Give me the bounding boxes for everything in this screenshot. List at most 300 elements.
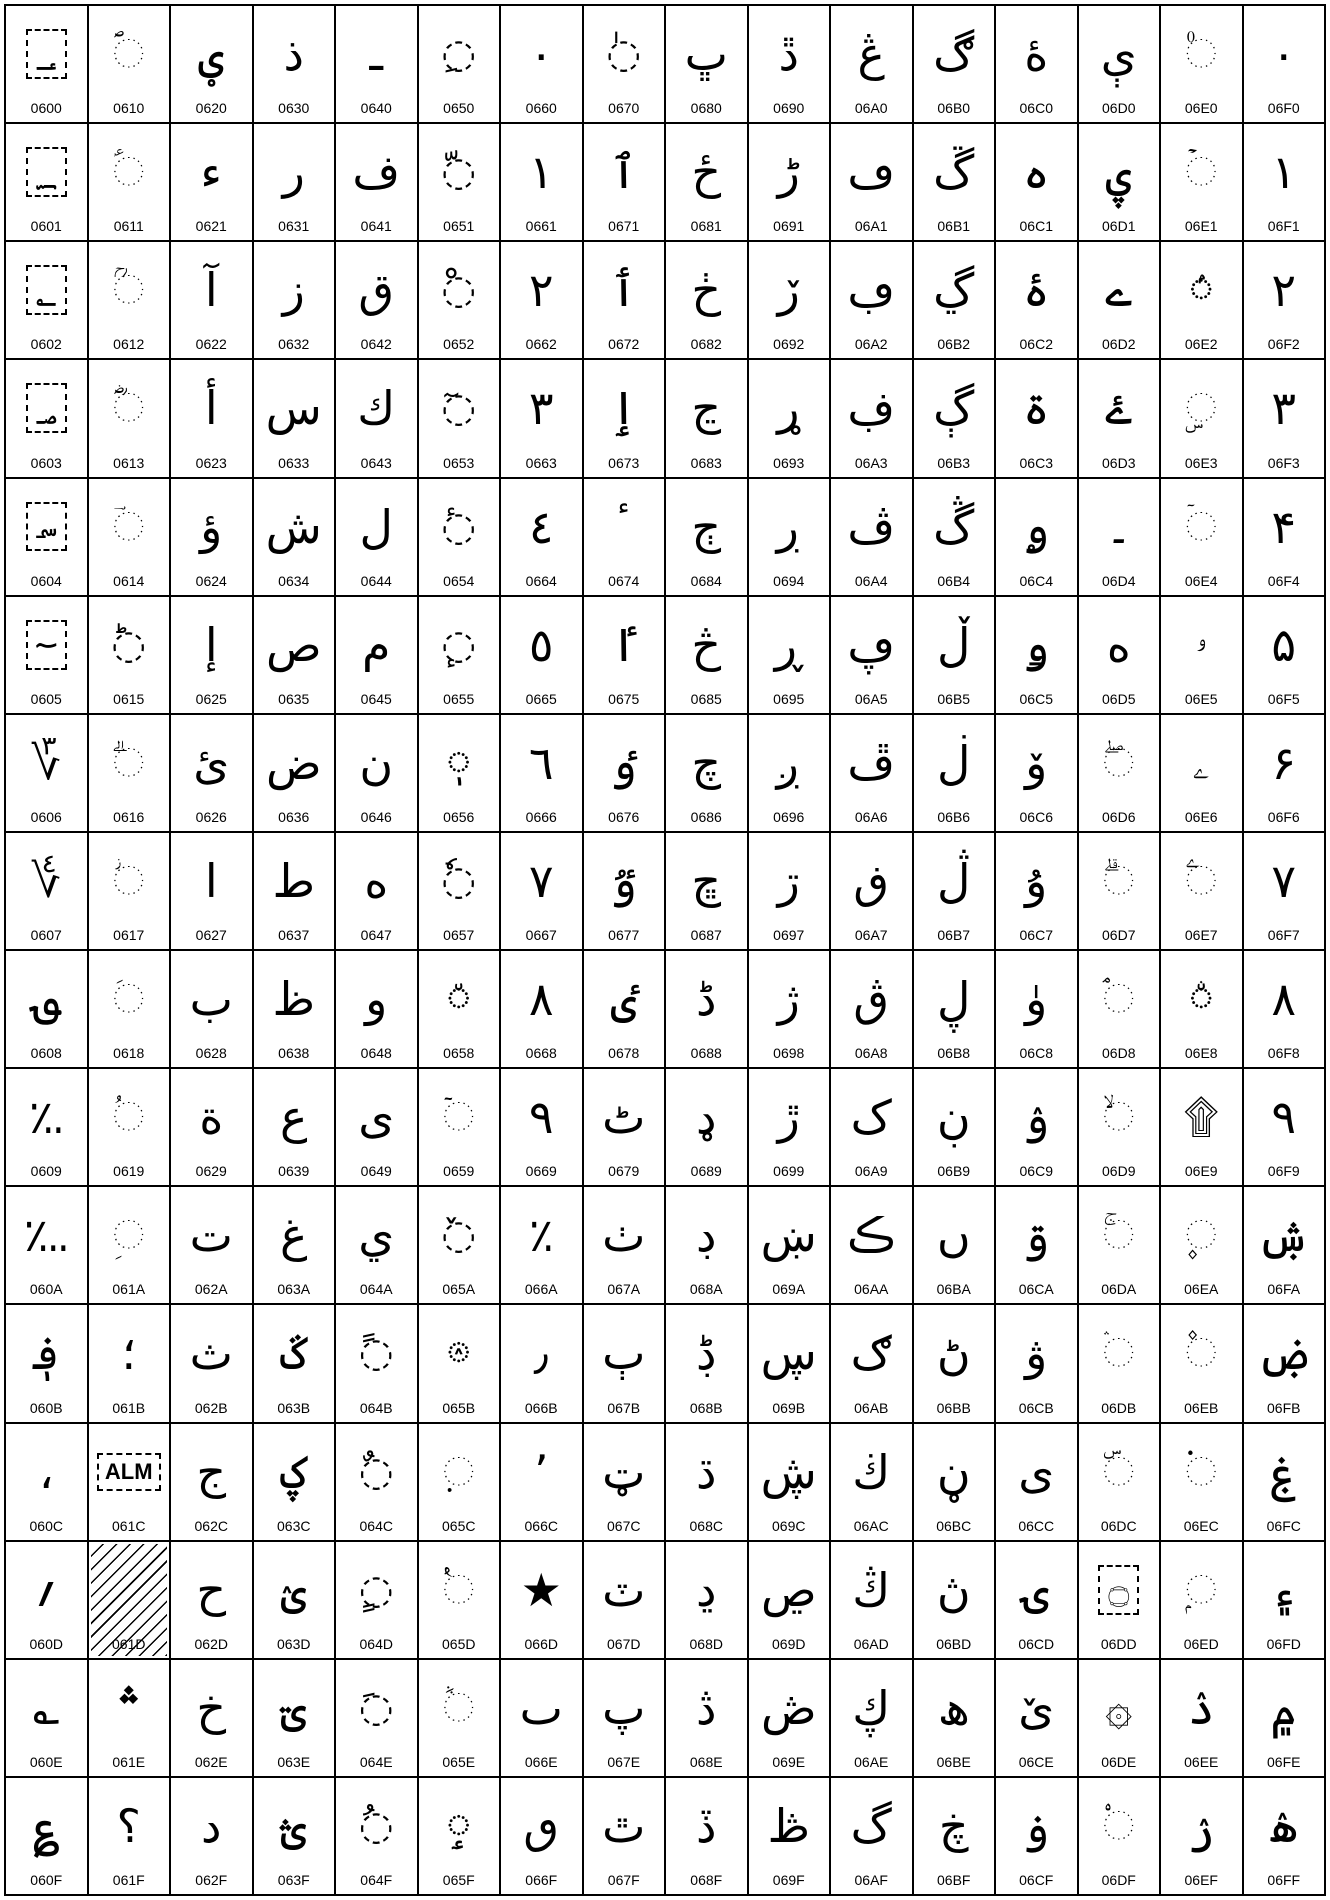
codepoint-label: 0696 (773, 808, 805, 825)
chart-cell-061D (89, 1542, 172, 1660)
chart-cell-063D (254, 1542, 337, 1660)
glyph-06EC: ◌۬ (1185, 1448, 1218, 1495)
chart-cell-0657 (419, 833, 502, 951)
chart-cell-06AA (831, 1187, 914, 1305)
codepoint-label: 0679 (608, 1163, 640, 1180)
glyph-0670: ◌ٰ (606, 31, 642, 77)
codepoint-label: 067A (607, 1281, 641, 1298)
chart-cell-06F4 (1244, 479, 1327, 597)
chart-cell-0678 (584, 951, 667, 1069)
codepoint-label: 06F7 (1267, 927, 1300, 943)
glyph-061B: ؛ (121, 1326, 137, 1381)
glyph-064D: ◌ٍ (358, 1566, 394, 1613)
glyph-0643: ك (357, 381, 396, 436)
codepoint-label: 0698 (773, 1045, 805, 1062)
glyph-0602 (6, 246, 87, 334)
glyph-06F5: ۵ (1271, 617, 1297, 672)
glyph-0696: ږ (776, 735, 801, 790)
chart-cell-06EB (1161, 1305, 1244, 1423)
codepoint-label: 0601 (30, 218, 62, 235)
chart-cell-069C (749, 1424, 832, 1542)
glyph-062B: ث (189, 1326, 233, 1381)
chart-cell-0632 (254, 242, 337, 360)
chart-cell-065F (419, 1778, 502, 1896)
codepoint-label: 06ED (1183, 1635, 1219, 1652)
arabic-code-chart-grid (4, 4, 1326, 1896)
codepoint-label: 066B (524, 1399, 558, 1416)
chart-cell-0648 (336, 951, 419, 1069)
chart-cell-068B (666, 1305, 749, 1423)
chart-cell-0685 (666, 597, 749, 715)
chart-cell-06BF (914, 1778, 997, 1896)
chart-cell-060C (6, 1424, 89, 1542)
chart-cell-06C6 (996, 715, 1079, 833)
codepoint-label: 062D (194, 1635, 228, 1652)
codepoint-label: 0600 (30, 100, 62, 117)
codepoint-label: 0623 (195, 454, 227, 471)
codepoint-label: 06DC (1100, 1517, 1137, 1534)
glyph-065F: ◌ٟ (447, 1802, 471, 1849)
glyph-067F: ٿ (602, 1798, 646, 1853)
glyph-0678: ٸ (610, 972, 638, 1026)
codepoint-label: 0651 (443, 218, 475, 235)
codepoint-label: 06B3 (937, 454, 971, 471)
glyph-0672: ٲ (610, 263, 638, 318)
chart-cell-0681 (666, 124, 749, 242)
chart-cell-0658 (419, 951, 502, 1069)
glyph-069D: ڝ (760, 1562, 817, 1617)
glyph-0658: ◌٘ (447, 976, 471, 1022)
chart-cell-0672 (584, 242, 667, 360)
chart-cell-06A9 (831, 1069, 914, 1187)
chart-cell-064D (336, 1542, 419, 1660)
glyph-0697: ڗ (777, 853, 800, 908)
chart-cell-06FA (1244, 1187, 1327, 1305)
chart-cell-06AD (831, 1542, 914, 1660)
codepoint-label: 06D3 (1102, 454, 1136, 471)
chart-cell-06C9 (996, 1069, 1079, 1187)
codepoint-label: 067C (607, 1517, 641, 1534)
chart-cell-06F0 (1244, 6, 1327, 124)
chart-cell-064B (336, 1305, 419, 1423)
chart-cell-066C (501, 1424, 584, 1542)
glyph-0644: ل (359, 499, 393, 554)
chart-cell-0663 (501, 360, 584, 478)
codepoint-label: 061C (112, 1517, 146, 1534)
dashed-box: ۝ (1098, 1565, 1139, 1615)
codepoint-label: 06E1 (1184, 218, 1218, 235)
chart-cell-0653 (419, 360, 502, 478)
codepoint-label: 064B (359, 1399, 393, 1416)
codepoint-label: 0631 (278, 218, 310, 235)
codepoint-label: 0639 (278, 1163, 310, 1180)
codepoint-label: 06DF (1101, 1872, 1136, 1888)
chart-cell-0627 (171, 833, 254, 951)
chart-cell-06E3 (1161, 360, 1244, 478)
glyph-0629: ة (199, 1090, 224, 1145)
chart-cell-0602 (6, 242, 89, 360)
chart-cell-06D2 (1079, 242, 1162, 360)
chart-cell-0640 (336, 6, 419, 124)
chart-cell-0654 (419, 479, 502, 597)
codepoint-label: 06E0 (1184, 100, 1218, 117)
codepoint-label: 0656 (443, 808, 475, 825)
chart-cell-06C5 (996, 597, 1079, 715)
glyph-06FC: ۼ (1270, 1444, 1298, 1499)
chart-cell-0652 (419, 242, 502, 360)
chart-cell-0605 (6, 597, 89, 715)
chart-cell-068E (666, 1660, 749, 1778)
glyph-0609: ؉ (28, 1090, 64, 1145)
glyph-067E: پ (602, 1680, 646, 1735)
chart-cell-06AC (831, 1424, 914, 1542)
codepoint-label: 0645 (360, 690, 392, 707)
chart-cell-0624 (171, 479, 254, 597)
codepoint-label: 06B7 (937, 927, 971, 943)
chart-cell-06D4 (1079, 479, 1162, 597)
chart-cell-064F (336, 1778, 419, 1896)
glyph-066A: ٪ (528, 1208, 554, 1263)
glyph-062D: ح (196, 1562, 227, 1617)
glyph-067D: ٽ (602, 1562, 646, 1617)
chart-cell-06EA (1161, 1187, 1244, 1305)
codepoint-label: 0689 (690, 1163, 722, 1180)
chart-cell-067D (584, 1542, 667, 1660)
codepoint-label: 063A (277, 1281, 311, 1298)
chart-cell-0677 (584, 833, 667, 951)
codepoint-label: 0634 (278, 572, 310, 589)
codepoint-label: 0687 (690, 927, 722, 943)
chart-cell-06EC (1161, 1424, 1244, 1542)
glyph-0636: ض (265, 735, 322, 790)
chart-cell-06B3 (914, 360, 997, 478)
glyph-062C: ج (196, 1444, 227, 1499)
codepoint-label: 0663 (525, 454, 557, 471)
chart-cell-06E2 (1161, 242, 1244, 360)
codepoint-label: 0697 (773, 927, 805, 943)
glyph-0624: ؤ (200, 499, 223, 554)
codepoint-label: 0611 (113, 218, 144, 235)
codepoint-label: 067E (607, 1753, 641, 1770)
chart-cell-0601 (6, 124, 89, 242)
codepoint-label: 0664 (525, 572, 557, 589)
codepoint-label: 0692 (773, 336, 805, 353)
chart-cell-0620 (171, 6, 254, 124)
chart-cell-06A7 (831, 833, 914, 951)
codepoint-label: 06CF (1019, 1872, 1054, 1888)
chart-cell-069E (749, 1660, 832, 1778)
chart-cell-06DC (1079, 1424, 1162, 1542)
glyph-06AB: ګ (850, 1326, 892, 1381)
glyph-0642: ق (358, 263, 395, 318)
glyph-06F3: ۳ (1271, 381, 1297, 436)
chart-cell-0603 (6, 360, 89, 478)
chart-cell-0600 (6, 6, 89, 124)
glyph-06E5: ۥ (1195, 617, 1207, 672)
codepoint-label: 06A3 (854, 454, 888, 471)
chart-cell-06A4 (831, 479, 914, 597)
codepoint-label: 06A7 (854, 927, 888, 943)
codepoint-label: 06E2 (1184, 336, 1218, 353)
chart-cell-066A (501, 1187, 584, 1305)
codepoint-label: 06C6 (1019, 808, 1053, 825)
glyph-0622: آ (204, 263, 218, 318)
codepoint-label: 0650 (443, 100, 475, 117)
chart-cell-06A5 (831, 597, 914, 715)
chart-cell-0660 (501, 6, 584, 124)
chart-cell-0696 (749, 715, 832, 833)
chart-cell-060E (6, 1660, 89, 1778)
chart-cell-0670 (584, 6, 667, 124)
chart-cell-060A (6, 1187, 89, 1305)
glyph-0650: ◌ِ (441, 31, 477, 77)
codepoint-label: 06B8 (937, 1045, 971, 1062)
chart-cell-06DB (1079, 1305, 1162, 1423)
codepoint-label: 0677 (608, 927, 640, 943)
codepoint-label: 069A (772, 1281, 806, 1298)
codepoint-label: 0629 (195, 1163, 227, 1180)
glyph-060A: ؊ (23, 1208, 69, 1263)
chart-cell-06F6 (1244, 715, 1327, 833)
chart-cell-06BE (914, 1660, 997, 1778)
dashed-box: ؀ (26, 29, 67, 79)
codepoint-label: 060C (29, 1517, 63, 1534)
chart-cell-060D (6, 1542, 89, 1660)
chart-cell-06F3 (1244, 360, 1327, 478)
chart-cell-065B (419, 1305, 502, 1423)
chart-cell-06C1 (996, 124, 1079, 242)
chart-cell-0686 (666, 715, 749, 833)
codepoint-label: 06F1 (1267, 218, 1300, 235)
codepoint-label: 0635 (278, 690, 310, 707)
glyph-068D: ڍ (696, 1562, 717, 1617)
glyph-06B1: ڱ (933, 145, 975, 200)
codepoint-label: 0672 (608, 336, 640, 353)
glyph-06F4: ۴ (1271, 499, 1297, 554)
codepoint-label: 068F (690, 1872, 723, 1888)
chart-cell-06E8 (1161, 951, 1244, 1069)
codepoint-label: 06FC (1266, 1517, 1301, 1534)
glyph-06D0: ې (1100, 27, 1137, 81)
glyph-06BC: ڼ (936, 1444, 971, 1499)
glyph-069B: ڛ (760, 1326, 817, 1381)
chart-cell-0607 (6, 833, 89, 951)
codepoint-label: 066C (524, 1517, 558, 1534)
glyph-0607: ؇ (31, 853, 61, 908)
chart-cell-0698 (749, 951, 832, 1069)
codepoint-label: 060B (29, 1399, 63, 1416)
chart-cell-0689 (666, 1069, 749, 1187)
chart-cell-0630 (254, 6, 337, 124)
codepoint-label: 060D (29, 1635, 63, 1652)
glyph-06F1: ۱ (1271, 145, 1297, 200)
glyph-0634: ش (265, 499, 322, 554)
chart-cell-0626 (171, 715, 254, 833)
chart-cell-0625 (171, 597, 254, 715)
glyph-064E: ◌َ (358, 1684, 394, 1731)
chart-cell-0608 (6, 951, 89, 1069)
codepoint-label: 06D0 (1102, 100, 1136, 117)
codepoint-label: 06E9 (1184, 1163, 1218, 1180)
chart-cell-0617 (89, 833, 172, 951)
codepoint-label: 06C5 (1019, 690, 1053, 707)
chart-cell-06D3 (1079, 360, 1162, 478)
chart-cell-0671 (584, 124, 667, 242)
glyph-0666: ٦ (528, 735, 554, 790)
codepoint-label: 06F0 (1267, 100, 1300, 117)
codepoint-label: 061D (112, 1635, 146, 1652)
glyph-065A: ◌ٚ (441, 1212, 477, 1259)
glyph-066D: ★ (520, 1562, 562, 1617)
chart-cell-06B9 (914, 1069, 997, 1187)
glyph-0667: ٧ (528, 853, 554, 908)
chart-cell-06BA (914, 1187, 997, 1305)
chart-cell-0683 (666, 360, 749, 478)
glyph-0635: ص (265, 617, 322, 672)
glyph-06B5: ڵ (937, 617, 971, 672)
chart-cell-0618 (89, 951, 172, 1069)
codepoint-label: 06D9 (1102, 1163, 1136, 1180)
chart-cell-0629 (171, 1069, 254, 1187)
chart-cell-06EE (1161, 1660, 1244, 1778)
chart-cell-0643 (336, 360, 419, 478)
glyph-0657: ◌ٗ (441, 857, 477, 904)
glyph-0681: ځ (691, 145, 722, 200)
glyph-0626: ئ (193, 735, 230, 790)
glyph-06DB: ◌ۛ (1102, 1330, 1135, 1377)
codepoint-label: 06DE (1101, 1753, 1137, 1770)
chart-cell-067A (584, 1187, 667, 1305)
chart-cell-06EF (1161, 1778, 1244, 1896)
glyph-06A2: ڢ (847, 263, 896, 318)
codepoint-label: 0612 (113, 336, 145, 353)
chart-cell-06A3 (831, 360, 914, 478)
chart-cell-0687 (666, 833, 749, 951)
glyph-06B8: ڸ (937, 972, 971, 1026)
chart-cell-06D6 (1079, 715, 1162, 833)
codepoint-label: 06DA (1101, 1281, 1137, 1298)
chart-cell-062E (171, 1660, 254, 1778)
codepoint-label: 06D4 (1102, 572, 1136, 589)
codepoint-label: 06AA (854, 1281, 889, 1298)
codepoint-label: 06AD (853, 1635, 889, 1652)
chart-cell-06BC (914, 1424, 997, 1542)
glyph-0645: م (362, 617, 391, 672)
codepoint-label: 0674 (608, 572, 640, 589)
codepoint-label: 062B (194, 1399, 228, 1416)
glyph-060E: ؎ (32, 1680, 60, 1735)
glyph-06EA: ◌۪ (1185, 1212, 1218, 1259)
codepoint-label: 0605 (30, 690, 62, 707)
codepoint-label: 068C (689, 1517, 723, 1534)
glyph-0685: څ (691, 617, 722, 672)
chart-cell-063C (254, 1424, 337, 1542)
chart-cell-06B0 (914, 6, 997, 124)
chart-cell-06B8 (914, 951, 997, 1069)
codepoint-label: 065D (442, 1635, 476, 1652)
chart-cell-0695 (749, 597, 832, 715)
chart-cell-061B (89, 1305, 172, 1423)
codepoint-label: 0613 (113, 454, 145, 471)
glyph-0614: ◌ؔ (112, 503, 145, 550)
glyph-06E7: ◌ۧ (1185, 857, 1218, 904)
codepoint-label: 061B (112, 1399, 146, 1416)
codepoint-label: 06BA (936, 1281, 971, 1298)
codepoint-label: 06F2 (1267, 336, 1300, 353)
chart-cell-06C8 (996, 951, 1079, 1069)
glyph-0656: ◌ٖ (447, 739, 471, 786)
codepoint-label: 06CB (1018, 1399, 1054, 1416)
glyph-0688: ڈ (696, 972, 717, 1026)
codepoint-label: 06BC (936, 1517, 972, 1534)
glyph-06DD (1079, 1546, 1160, 1634)
chart-cell-06F1 (1244, 124, 1327, 242)
glyph-06D1: ۑ (1105, 145, 1133, 200)
codepoint-label: 065C (442, 1517, 476, 1534)
chart-cell-06D9 (1079, 1069, 1162, 1187)
dashed-box: ؁ (26, 147, 67, 197)
codepoint-label: 0666 (525, 808, 557, 825)
codepoint-label: 06C8 (1019, 1045, 1053, 1062)
codepoint-label: 0676 (608, 808, 640, 825)
codepoint-label: 068D (689, 1635, 723, 1652)
codepoint-label: 063C (277, 1517, 311, 1534)
chart-cell-06FE (1244, 1660, 1327, 1778)
glyph-06A1: ڡ (847, 145, 896, 200)
glyph-0640: ـ (369, 27, 383, 81)
codepoint-label: 063D (277, 1635, 311, 1652)
codepoint-label: 0610 (113, 100, 145, 117)
glyph-06DC: ◌ۜ (1102, 1448, 1135, 1495)
chart-cell-06D0 (1079, 6, 1162, 124)
codepoint-label: 06F5 (1267, 690, 1300, 707)
codepoint-label: 0683 (690, 454, 722, 471)
glyph-069A: ښ (760, 1208, 817, 1263)
chart-cell-066F (501, 1778, 584, 1896)
chart-cell-06C3 (996, 360, 1079, 478)
chart-cell-068D (666, 1542, 749, 1660)
codepoint-label: 0673 (608, 454, 640, 471)
codepoint-label: 0628 (195, 1045, 227, 1062)
codepoint-label: 062C (194, 1517, 228, 1534)
codepoint-label: 06FE (1267, 1753, 1301, 1770)
chart-cell-061F (89, 1778, 172, 1896)
glyph-06DE: ۞ (1105, 1680, 1133, 1735)
glyph-0686: چ (691, 735, 722, 790)
codepoint-label: 0667 (525, 927, 557, 943)
chart-cell-06E6 (1161, 715, 1244, 833)
codepoint-label: 0620 (195, 100, 227, 117)
chart-cell-0676 (584, 715, 667, 833)
chart-cell-0697 (749, 833, 832, 951)
chart-cell-060B (6, 1305, 89, 1423)
glyph-06E1: ◌ۡ (1185, 149, 1218, 196)
glyph-0664: ٤ (528, 499, 554, 554)
codepoint-label: 0607 (30, 927, 62, 943)
chart-cell-0622 (171, 242, 254, 360)
glyph-06C7: ۇ (1025, 853, 1048, 908)
codepoint-label: 06BB (936, 1399, 971, 1416)
chart-cell-062C (171, 1424, 254, 1542)
glyph-0692: ڒ (777, 263, 800, 318)
glyph-0632: ز (282, 263, 305, 318)
chart-cell-0680 (666, 6, 749, 124)
glyph-0694: ڔ (776, 499, 801, 554)
glyph-061C (89, 1428, 170, 1516)
chart-cell-0638 (254, 951, 337, 1069)
codepoint-label: 0680 (690, 100, 722, 117)
glyph-06B4: ڴ (933, 499, 975, 554)
